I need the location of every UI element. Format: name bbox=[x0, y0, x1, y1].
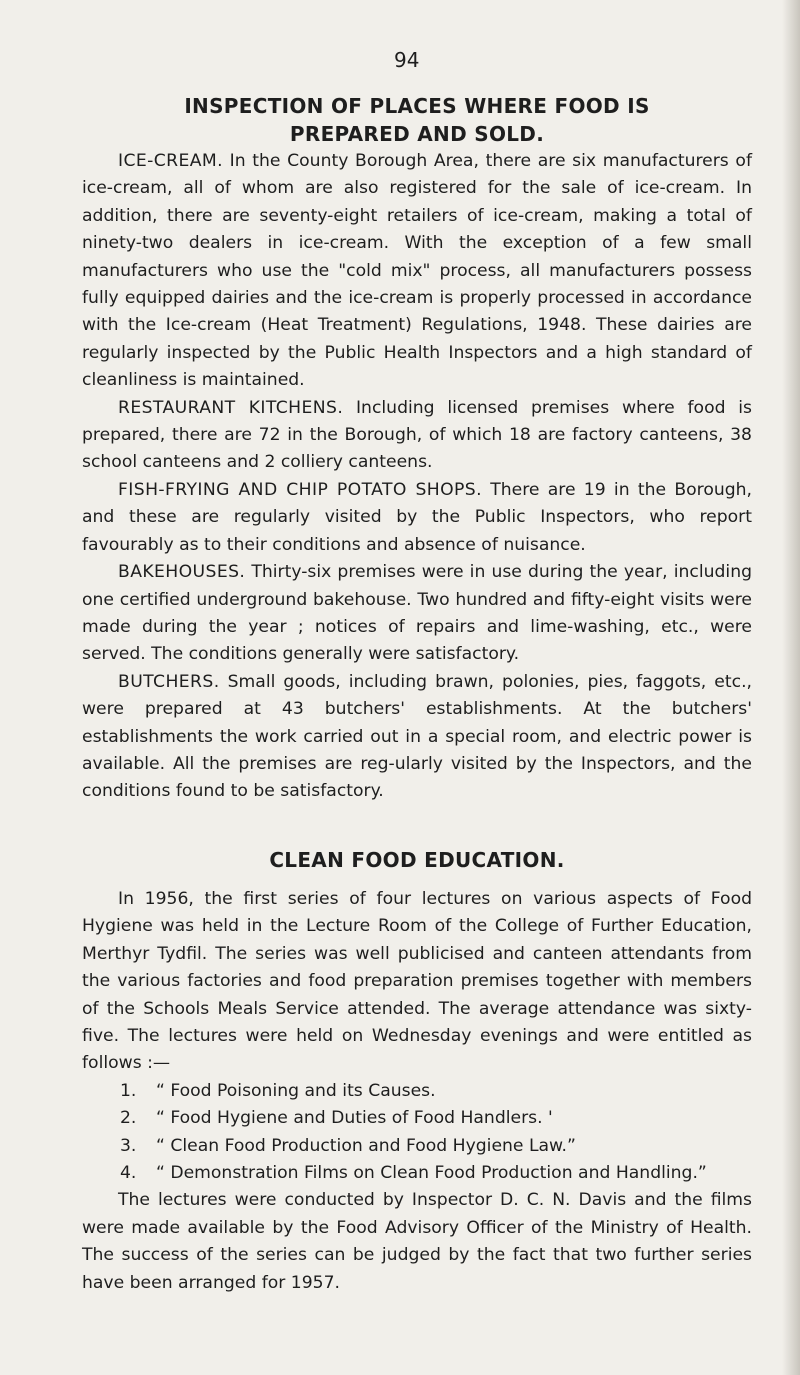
lecture-item: 4. “ Demonstration Films on Clean Food Production and Handling.” bbox=[120, 1163, 707, 1184]
lecture-item: 1. “ Food Poisoning and its Causes. bbox=[120, 1080, 436, 1101]
paragraph-fish-frying: FISH-FRYING AND CHIP POTATO SHOPS. There are 19 in the Borough, and these are regularly visited by the Public Inspectors, who report favourably as to their conditions and absence of nuisance. bbox=[82, 479, 753, 555]
inspection-section bbox=[82, 148, 752, 806]
page-edge-shadow bbox=[782, 0, 800, 1375]
paragraph-closing: The lectures were conducted by Inspector D. C. N. Davis and the films were made available by the Food Advisory Officer of the Ministry of Health. The success of the series can be judged by the fact that two further series have been arranged for 1957. bbox=[82, 1190, 752, 1293]
section-heading-clean-food: CLEAN FOOD EDUCATION. bbox=[269, 848, 565, 872]
lecture-item: 3. “ Clean Food Production and Food Hygiene Law.” bbox=[120, 1135, 576, 1156]
section-heading-inspection: INSPECTION OF PLACES WHERE FOOD IS PREPARED AND SOLD. bbox=[184, 94, 650, 146]
page-number: 94 bbox=[394, 48, 420, 72]
paragraph-bakehouses: BAKEHOUSES. Thirty-six premises were in use during the year, including one certified underground bakehouse. Two hundred and fifty-eight visits were made during the year ; notices of repairs and lime-washing, etc., were served. The conditions generally were satisfactory. bbox=[82, 562, 752, 665]
paragraph-intro: In 1956, the first series of four lectures on various aspects of Food Hygiene was held in the Lecture Room of the College of Further Education, Merthyr Tydfil. The series was well publicised and canteen attendants from the various factories and food preparation premises together with members of the Schools Meals Service attended. The average attendance was sixty-five. The lectures were held on Wednesday evenings and were entitled as follows :— bbox=[82, 889, 752, 1074]
paragraph-restaurant-kitchens: RESTAURANT KITCHENS. Including licensed premises where food is prepared, there are 72 in the Borough, of which 18 are factory canteens, 38 school canteens and 2 colliery canteens. bbox=[82, 397, 753, 473]
clean-food-section bbox=[82, 886, 752, 1297]
paragraph-butchers: BUTCHERS. Small goods, including brawn, polonies, pies, faggots, etc., were prepared at 43 butchers' establishments. At the butchers' establishments the work carried out in a special room, and electric power is available. All the premises are reg-ularly visited by the Inspectors, and the conditions found to be satisfactory. bbox=[82, 671, 752, 802]
lecture-item: 2. “ Food Hygiene and Duties of Food Handlers. ' bbox=[120, 1108, 553, 1129]
paragraph-ice-cream: ICE-CREAM. In the County Borough Area, there are six manufacturers of ice-cream, all of whom are also registered for the sale of ice-cream. In addition, there are seventy-eight retailers of ice-cream, making a total of ninety-two dealers in ice-cream. With the exception of a few small manufacturers who use the "cold mix" process, all manufacturers possess fully equipped dairies and the ice-cream is properly processed in accordance with the Ice-cream (Heat Treatment) Regulations, 1948. These dairies are regularly inspected by the Public Health Inspectors and a high standard of cleanliness is maintained. bbox=[82, 151, 752, 391]
